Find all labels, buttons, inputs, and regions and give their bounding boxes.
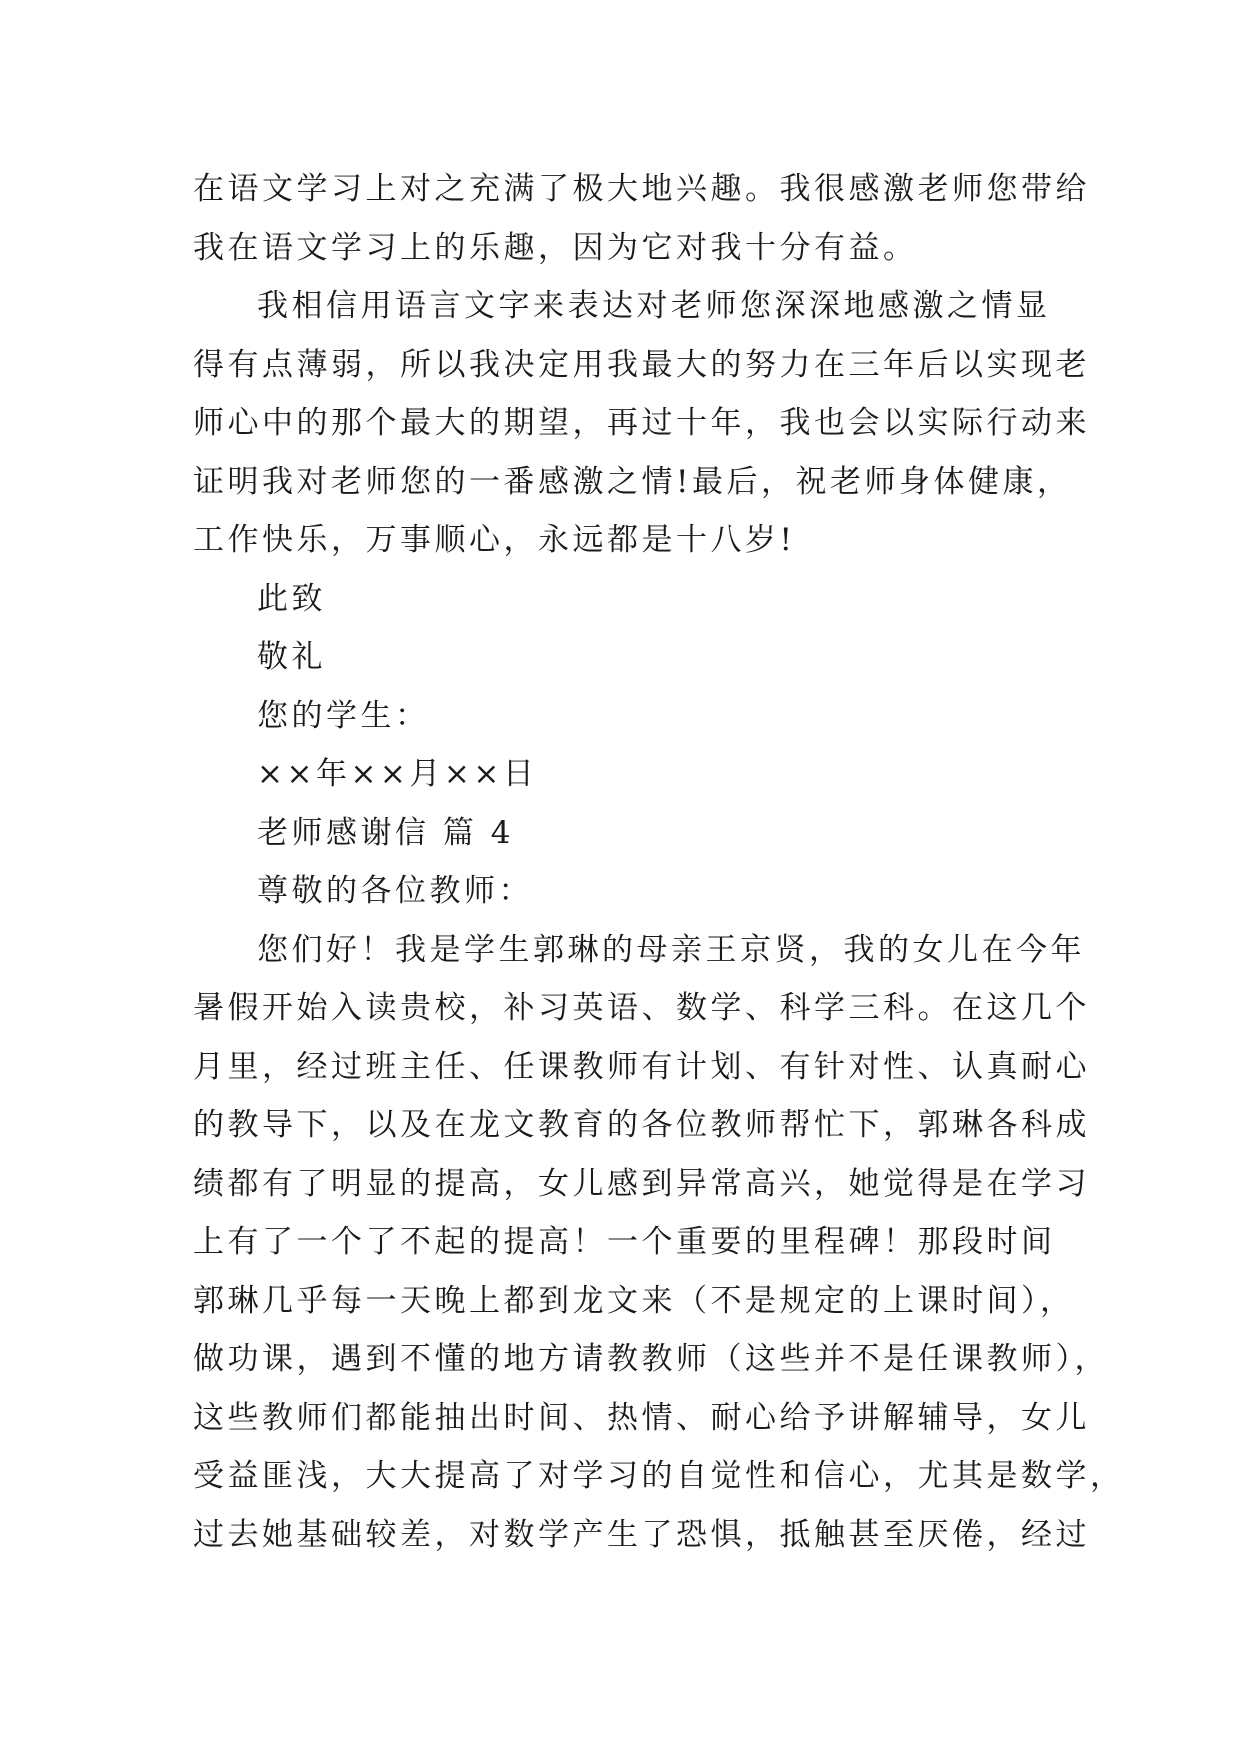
text-line: 得有点薄弱，所以我决定用我最大的努力在三年后以实现老 — [193, 346, 1090, 383]
text-line: 绩都有了明显的提高，女儿感到异常高兴，她觉得是在学习 — [193, 1165, 1090, 1202]
text-line: 尊敬的各位教师： — [257, 873, 533, 909]
text-line: 暑假开始入读贵校，补习英语、数学、科学三科。在这几个 — [193, 990, 1090, 1026]
text-line: 月里，经过班主任、任课教师有计划、有针对性、认真耐心 — [193, 1048, 1090, 1085]
text-line: 此致 — [257, 580, 326, 617]
text-line: 我在语文学习上的乐趣，因为它对我十分有益。 — [193, 229, 918, 266]
text-line: 郭琳几乎每一天晚上都到龙文来（不是规定的上课时间）， — [193, 1282, 1075, 1319]
text-line: 受益匪浅，大大提高了对学习的自觉性和信心，尤其是数学， — [193, 1458, 1125, 1494]
text-line: 师心中的那个最大的期望，再过十年，我也会以实际行动来 — [193, 405, 1090, 441]
text-line: 敬礼 — [257, 639, 326, 675]
text-line: 这些教师们都能抽出时间、热情、耐心给予讲解辅导，女儿 — [193, 1399, 1090, 1436]
text-line: 做功课，遇到不懂的地方请教教师（这些并不是任课教师）， — [193, 1341, 1109, 1377]
text-line: 的教导下，以及在龙文教育的各位教师帮忙下，郭琳各科成 — [193, 1107, 1090, 1143]
text-line: 您的学生： — [257, 697, 430, 734]
text-line: 证明我对老师您的一番感激之情!最后，祝老师身体健康， — [193, 463, 1072, 500]
text-line: ××年××月××日 — [257, 756, 538, 792]
text-line: 您们好！我是学生郭琳的母亲王京贤，我的女儿在今年 — [257, 931, 1085, 968]
text-line: 上有了一个了不起的提高！一个重要的里程碑！那段时间 — [193, 1224, 1056, 1260]
letter-body — [193, 160, 1125, 1564]
text-line: 在语文学习上对之充满了极大地兴趣。我很感激老师您带给 — [193, 171, 1090, 207]
text-line: 过去她基础较差，对数学产生了恐惧，抵触甚至厌倦，经过 — [193, 1516, 1090, 1553]
text-line: 老师感谢信 篇 4 — [257, 814, 514, 851]
text-line: 工作快乐，万事顺心，永远都是十八岁! — [193, 522, 796, 558]
text-line: 我相信用语言文字来表达对老师您深深地感激之情显 — [257, 288, 1051, 324]
